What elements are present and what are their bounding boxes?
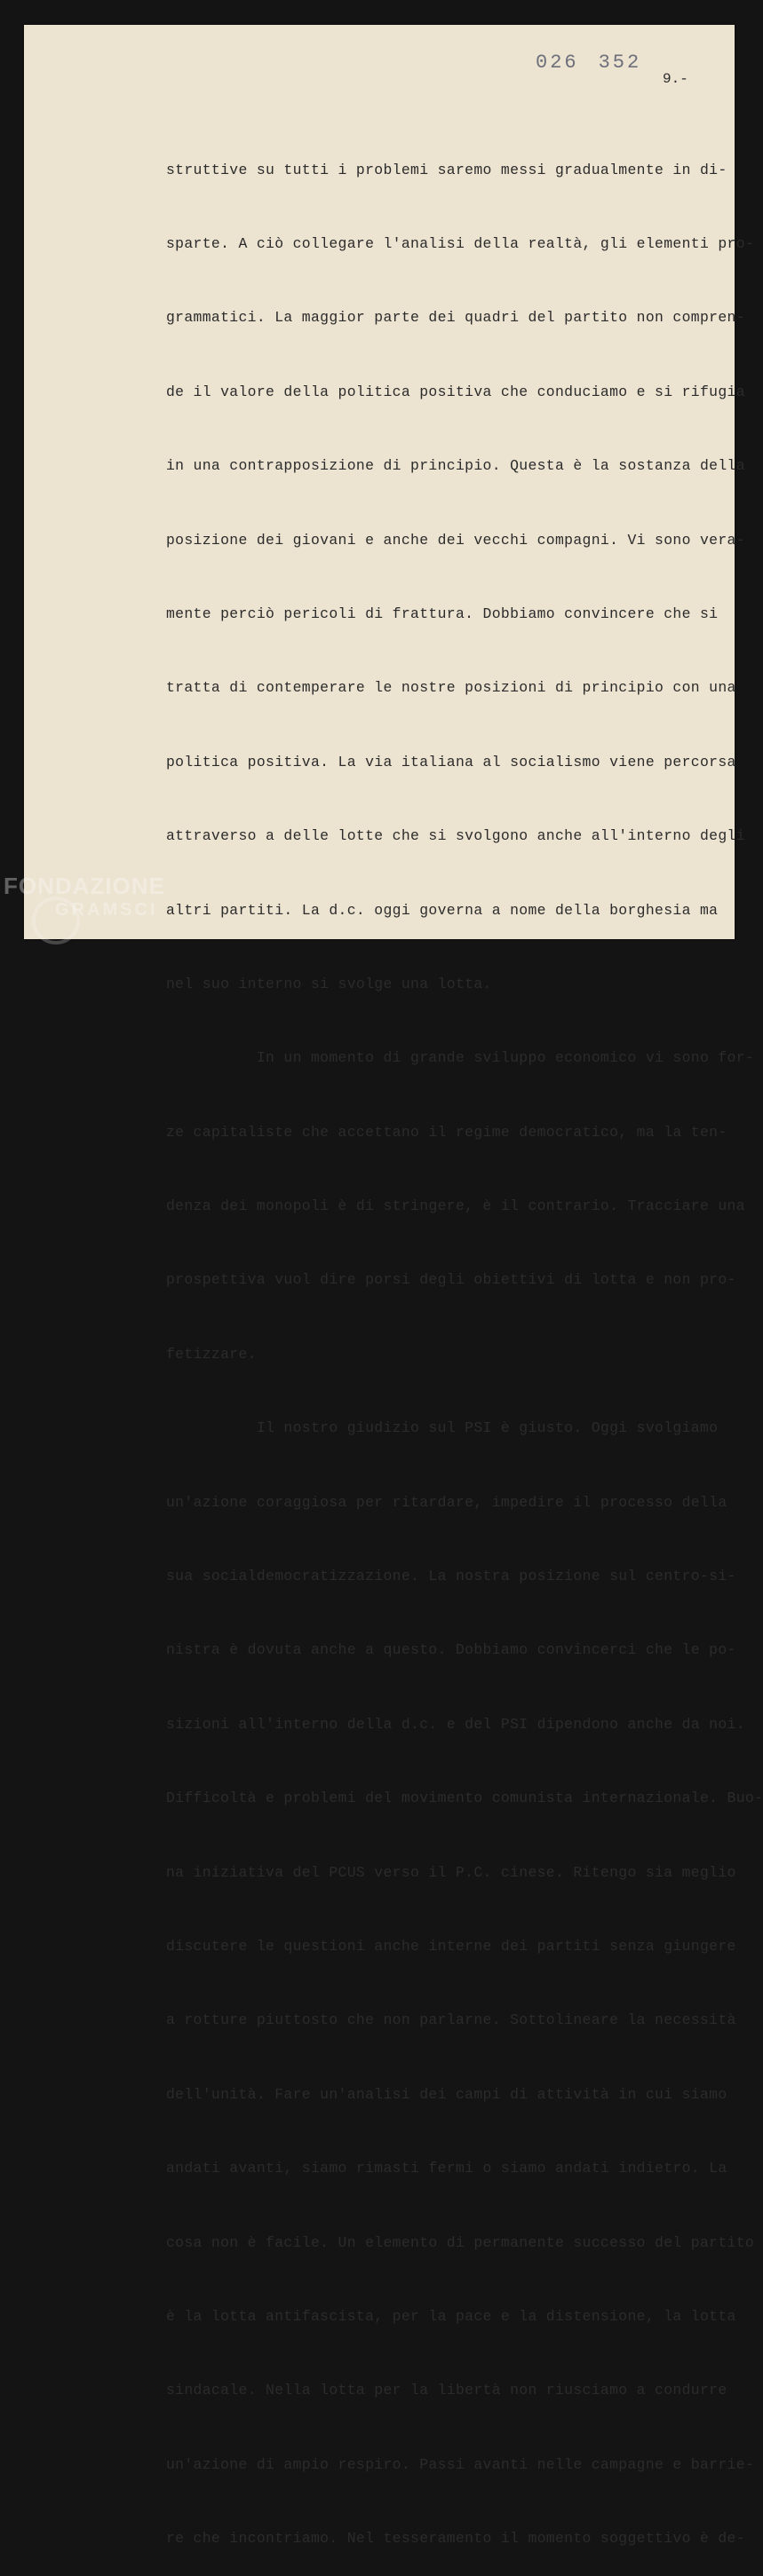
text-line: cosa non è facile. Un elemento di permanente successo del partito	[166, 2233, 755, 2251]
watermark-line2: GRAMSCI	[55, 900, 158, 920]
text-line: grammatici. La maggior parte dei quadri del partito non compren-	[166, 309, 745, 327]
text-line: sparte. A ciò collegare l'analisi della realtà, gli elementi pro-	[166, 234, 755, 252]
text-line: sizioni all'interno della d.c. e del PSI dipendono anche da noi.	[166, 1715, 745, 1733]
text-line: mente perciò pericoli di frattura. Dobbiamo convincere che si	[166, 604, 719, 622]
text-line: in una contrapposizione di principio. Questa è la sostanza della	[166, 457, 745, 475]
text-line: a rotture piuttosto che non parlarne. Sottolineare la necessità	[166, 2011, 736, 2029]
watermark	[4, 874, 165, 919]
page-number: 9.-	[663, 71, 688, 87]
text-line: prospettiva vuol dire porsi degli obiettivi di lotta e non pro-	[166, 1271, 736, 1289]
text-line: nel suo interno si svolge una lotta.	[166, 975, 492, 992]
text-line: discutere le questioni anche interne dei partiti senza giungere	[166, 1937, 736, 1955]
text-line: andati avanti, siamo rimasti fermi o siamo andati indietro. La	[166, 2160, 727, 2177]
text-line: Il nostro giudizio sul PSI è giusto. Oggi svolgiamo	[166, 1419, 719, 1437]
text-line: Difficoltà e problemi del movimento comunista internazionale. Buo-	[166, 1790, 763, 1807]
text-line: è la lotta antifascista, per la pace e la distensione, la lotta	[166, 2307, 736, 2325]
text-line: struttive su tutti i problemi saremo messi gradualmente in di-	[166, 161, 727, 178]
text-line: dell'unità. Fare un'analisi dei campi di attività in cui siamo	[166, 2085, 727, 2103]
text-line: re che incontriamo. Nel tesseramento il momento soggettivo è de-	[166, 2530, 745, 2548]
text-line: nistra è dovuta anche a questo. Dobbiamo convincerci che le po-	[166, 1641, 736, 1659]
archive-number-part2: 352	[598, 51, 642, 74]
text-line: un'azione coraggiosa per ritardare, impedire il processo della	[166, 1493, 727, 1511]
text-line: tratta di contemperare le nostre posizioni di principio con una	[166, 679, 736, 697]
text-line: sindacale. Nella lotta per la libertà non riusciamo a condurre	[166, 2382, 727, 2399]
text-line: un'azione di ampio respiro. Passi avanti nelle campagne e barrie-	[166, 2455, 755, 2473]
text-line: posizione dei giovani e anche dei vecchi compagni. Vi sono vera-	[166, 531, 745, 549]
text-line: In un momento di grande sviluppo economico vi sono for-	[166, 1049, 755, 1067]
watermark-line1: FONDAZIONE	[4, 873, 165, 899]
text-line: altri partiti. La d.c. oggi governa a nome della borghesia ma	[166, 901, 719, 919]
typewritten-body	[166, 108, 763, 2576]
archive-number	[536, 51, 641, 74]
text-line: politica positiva. La via italiana al socialismo viene percorsa	[166, 753, 736, 770]
text-line: fetizzare.	[166, 1345, 257, 1363]
text-line: sua socialdemocratizzazione. La nostra posizione sul centro-si-	[166, 1568, 736, 1585]
text-line: de il valore della politica positiva che conduciamo e si rifugia	[166, 383, 745, 400]
archive-number-part1: 026	[536, 51, 579, 74]
text-line: na iniziativa del PCUS verso il P.C. cinese. Ritengo sia meglio	[166, 1863, 736, 1881]
text-line: ze capitaliste che accettano il regime democratico, ma la ten-	[166, 1123, 727, 1141]
text-line: denza dei monopoli è di stringere, è il contrario. Tracciare una	[166, 1197, 745, 1215]
text-line: attraverso a delle lotte che si svolgono anche all'interno degli	[166, 827, 745, 845]
